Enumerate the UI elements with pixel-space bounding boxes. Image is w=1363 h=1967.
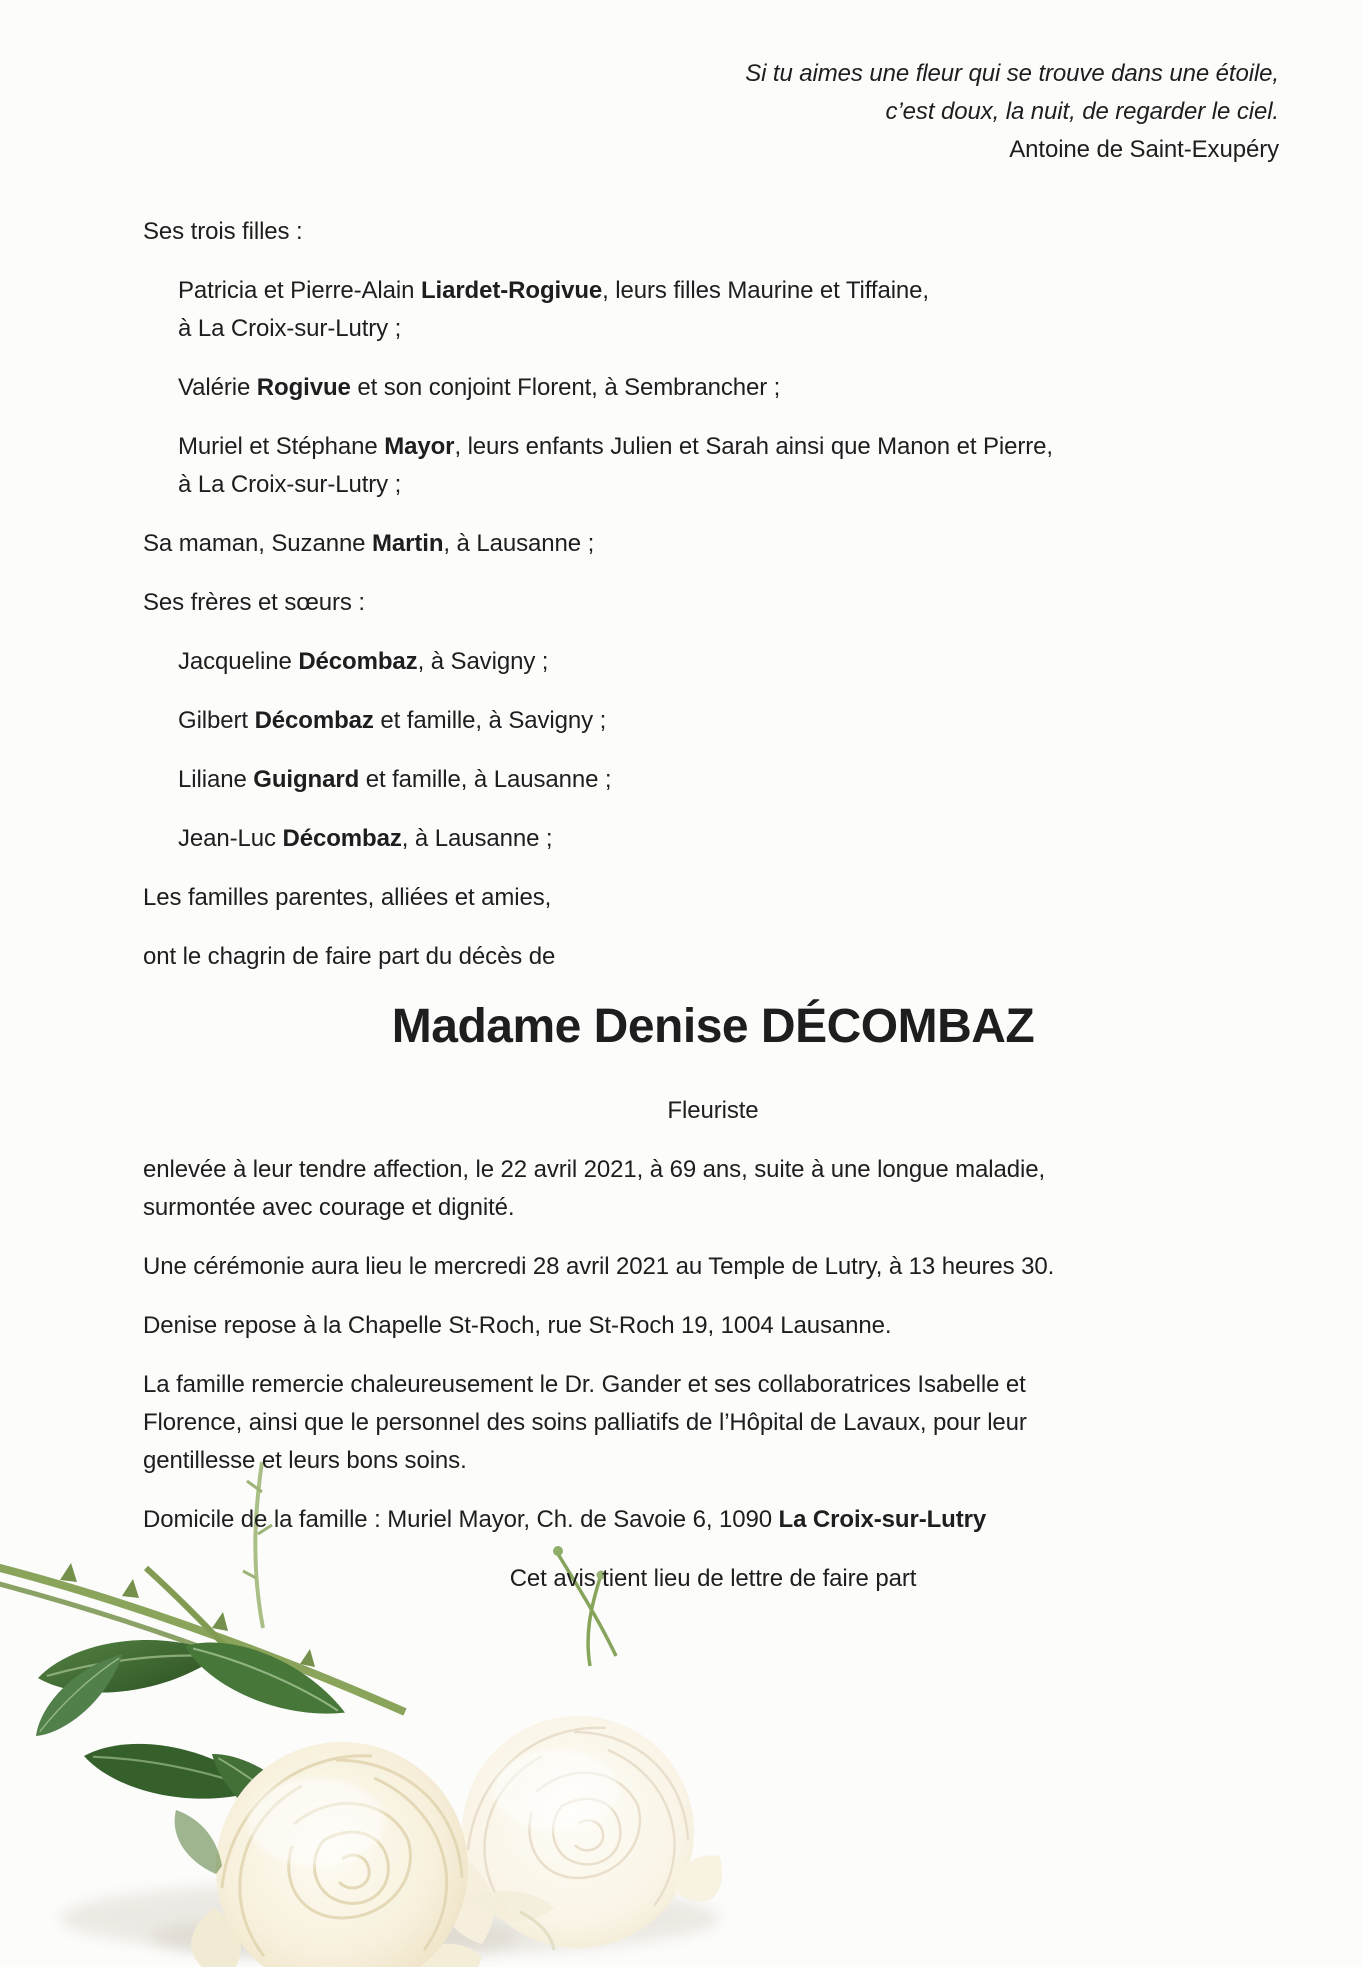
mother-entry [143,525,1283,563]
daughters-heading: Ses trois filles : [143,218,303,245]
text-run: , leurs enfants Julien et Sarah ainsi que Manon et Pierre, [454,433,1053,460]
domicile-line [143,1501,1283,1539]
passing-paragraph [143,1151,1283,1227]
notice-content [143,55,1283,1598]
text-run: et son conjoint Florent, à Sembrancher ; [350,374,781,401]
siblings-heading: Ses frères et sœurs : [143,589,365,616]
epigraph [143,55,1283,169]
text-run: , à Savigny ; [417,648,549,675]
text-run: Jean-Luc [178,825,283,852]
daughter-entry [143,369,1283,407]
repose-line: Denise repose à la Chapelle St-Roch, rue St-Roch 19, 1004 Lausanne. [143,1312,892,1339]
deceased-profession: Fleuriste [667,1097,759,1124]
daughter-entry-line-2: à La Croix-sur-Lutry ; [178,471,402,498]
text-run: , à Lausanne ; [401,825,553,852]
daughter-entry [143,272,1283,348]
text-run: Domicile de la famille : Muriel Mayor, Ch. de Savoie 6, 1090 [143,1506,779,1533]
thanks-paragraph [143,1366,1283,1480]
text-run: , à Lausanne ; [443,530,595,557]
thanks-line-1: La famille remercie chaleureusement le Dr. Gander et ses collaboratrices Isabelle et [143,1371,1026,1398]
text-run: Liliane [178,766,254,793]
sibling-entry [143,820,1283,858]
thanks-line-3: gentillesse et leurs bons soins. [143,1447,467,1474]
daughter-entry-line-1 [178,428,1283,466]
text-run: Sa maman, Suzanne [143,530,373,557]
epigraph-attribution: Antoine de Saint-Exupéry [1009,136,1279,163]
family-name: Martin [372,530,444,557]
daughter-entry-line-1 [178,272,1283,310]
thanks-line-2: Florence, ainsi que le personnel des soins palliatifs de l’Hôpital de Lavaux, pour leur [143,1409,1027,1436]
family-name: Décombaz [254,707,374,734]
closing-line: Cet avis tient lieu de lettre de faire part [509,1565,917,1592]
daughter-entry [143,428,1283,504]
text-run: Patricia et Pierre-Alain [178,277,421,304]
family-name: Décombaz [282,825,402,852]
family-name: Rogivue [256,374,351,401]
epigraph-line-1: Si tu aimes une fleur qui se trouve dans une étoile, [745,60,1279,87]
sibling-entry [143,643,1283,681]
passing-line-1: enlevée à leur tendre affection, le 22 avril 2021, à 69 ans, suite à une longue maladie, [143,1156,1046,1183]
announcement-line: ont le chagrin de faire part du décès de [143,943,556,970]
text-run: et famille, à Lausanne ; [359,766,612,793]
text-run: Valérie [178,374,257,401]
text-run: et famille, à Savigny ; [373,707,607,734]
domicile-place: La Croix-sur-Lutry [778,1506,987,1533]
deceased-name: Madame Denise DÉCOMBAZ [391,1000,1035,1053]
passing-line-2: surmontée avec courage et dignité. [143,1194,515,1221]
family-name: Décombaz [298,648,418,675]
text-run: , leurs filles Maurine et Tiffaine, [602,277,930,304]
family-name: Liardet-Rogivue [420,277,603,304]
epigraph-line-2: c’est doux, la nuit, de regarder le ciel. [885,98,1279,125]
daughter-entry-line-2: à La Croix-sur-Lutry ; [178,315,402,342]
text-run: Jacqueline [178,648,299,675]
families-line: Les familles parentes, alliées et amies, [143,884,552,911]
family-name: Guignard [253,766,360,793]
ceremony-line: Une cérémonie aura lieu le mercredi 28 avril 2021 au Temple de Lutry, à 13 heures 30. [143,1253,1055,1280]
text-run: Muriel et Stéphane [178,433,385,460]
family-name: Mayor [384,433,455,460]
text-run: Gilbert [178,707,255,734]
daughter-entry-line-1 [178,369,1283,407]
sibling-entry [143,702,1283,740]
sibling-entry [143,761,1283,799]
